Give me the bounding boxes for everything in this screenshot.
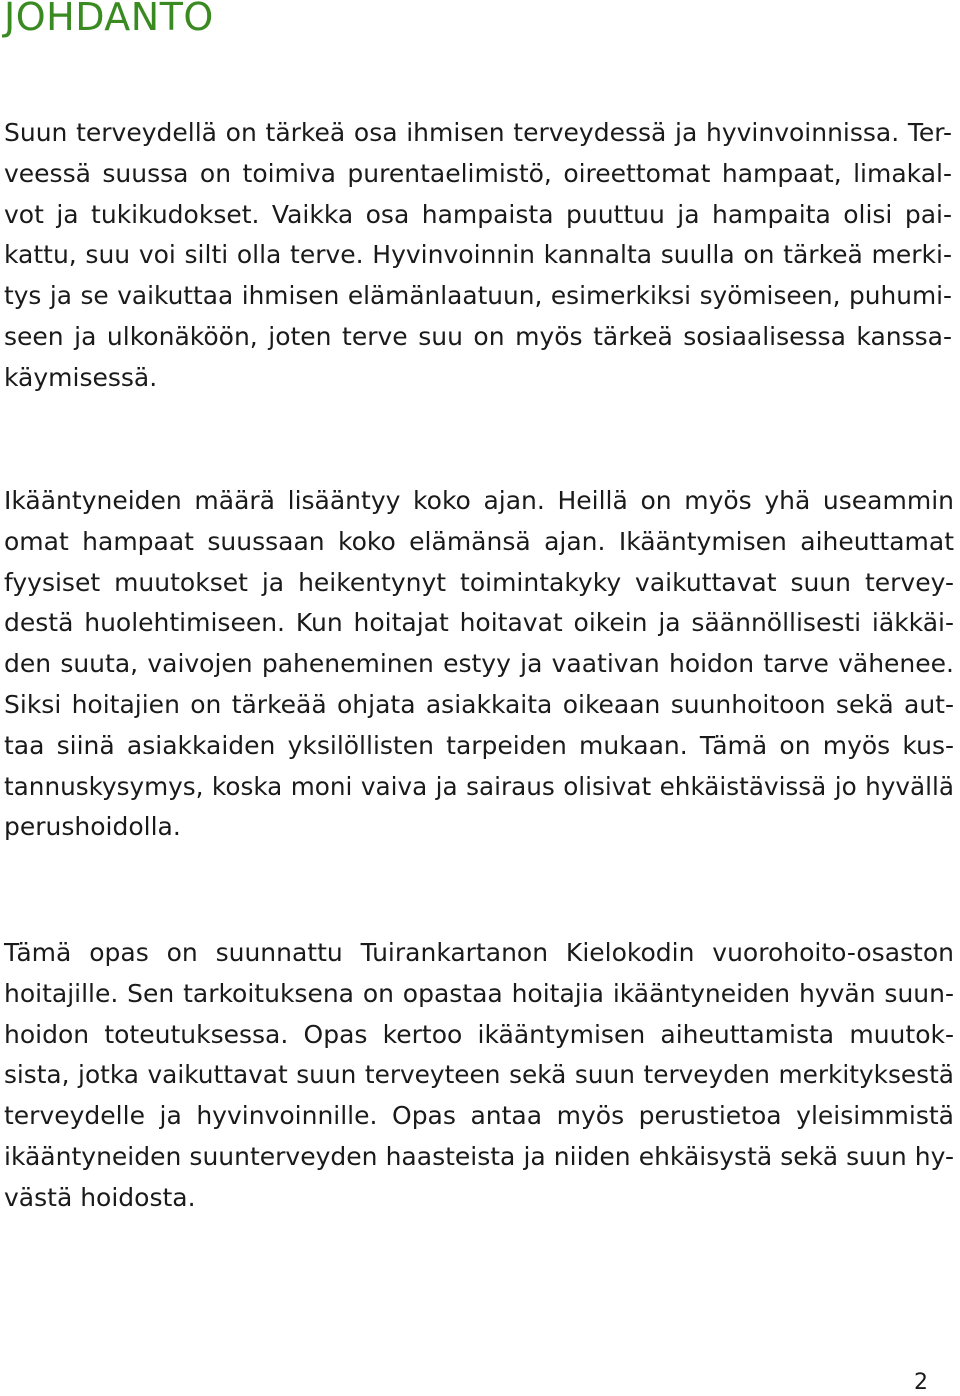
paragraph-guide-purpose — [4, 933, 954, 1219]
page-number: 2 — [914, 1370, 928, 1395]
text-line: taa siinä asiakkaiden yksilöllisten tarpeiden mukaan. Tämä on myös kus- — [4, 730, 954, 760]
text-line: perushoidolla. — [4, 812, 181, 842]
text-line: kattu, suu voi silti olla terve. Hyvinvoinnin kannalta suulla on tärkeä merki- — [4, 240, 952, 270]
text-line: västä hoidosta. — [4, 1182, 196, 1212]
text-line: hoidon toteutuksessa. Opas kertoo ikääntymisen aiheuttamista muutok- — [4, 1019, 954, 1049]
text-line: tannuskysymys, koska moni vaiva ja sairaus olisivat ehkäistävissä jo hyvällä — [4, 771, 954, 801]
text-line: veessä suussa on toimiva purentaelimistö, oireettomat hampaat, limakal- — [4, 158, 952, 188]
text-line: hoitajille. Sen tarkoituksena on opastaa hoitajia ikääntyneiden hyvän suun- — [4, 978, 954, 1008]
text-line: seen ja ulkonäköön, joten terve suu on myös tärkeä sosiaalisessa kanssa- — [4, 321, 952, 351]
text-line: vot ja tukikudokset. Vaikka osa hampaista puuttuu ja hampaita olisi pai- — [4, 199, 952, 229]
text-line: den suuta, vaivojen paheneminen estyy ja vaativan hoidon tarve vähenee. — [4, 649, 954, 679]
text-line: omat hampaat suussaan koko elämänsä ajan. Ikääntymisen aiheuttamat — [4, 526, 954, 556]
text-line: Suun terveydellä on tärkeä osa ihmisen terveydessä ja hyvinvoinnissa. Ter- — [4, 118, 952, 147]
page-heading: JOHDANTO — [4, 0, 214, 39]
text-line: destä huolehtimiseen. Kun hoitajat hoitavat oikein ja säännöllisesti iäkkäi- — [4, 608, 954, 638]
text-line: sista, jotka vaikuttavat suun terveyteen sekä suun terveyden merkityksestä — [4, 1060, 954, 1090]
text-line: Ikääntyneiden määrä lisääntyy koko ajan. Heillä on myös yhä useammin — [4, 486, 954, 515]
text-line: Siksi hoitajien on tärkeää ohjata asiakkaita oikeaan suunhoitoon sekä aut- — [4, 689, 954, 719]
text-line: fyysiset muutokset ja heikentynyt toimintakyky vaikuttavat suun tervey- — [4, 567, 954, 597]
paragraph-intro — [4, 113, 952, 399]
text-line: tys ja se vaikuttaa ihmisen elämänlaatuun, esimerkiksi syömiseen, puhumi- — [4, 281, 952, 311]
text-line: ikääntyneiden suunterveyden haasteista ja niiden ehkäisystä sekä suun hy- — [4, 1141, 954, 1171]
text-line: terveydelle ja hyvinvoinnille. Opas antaa myös perustietoa yleisimmistä — [4, 1101, 954, 1131]
text-line: käymisessä. — [4, 362, 158, 392]
text-line: Tämä opas on suunnattu Tuirankartanon Kielokodin vuorohoito-osaston — [4, 938, 954, 967]
paragraph-aging — [4, 481, 954, 848]
